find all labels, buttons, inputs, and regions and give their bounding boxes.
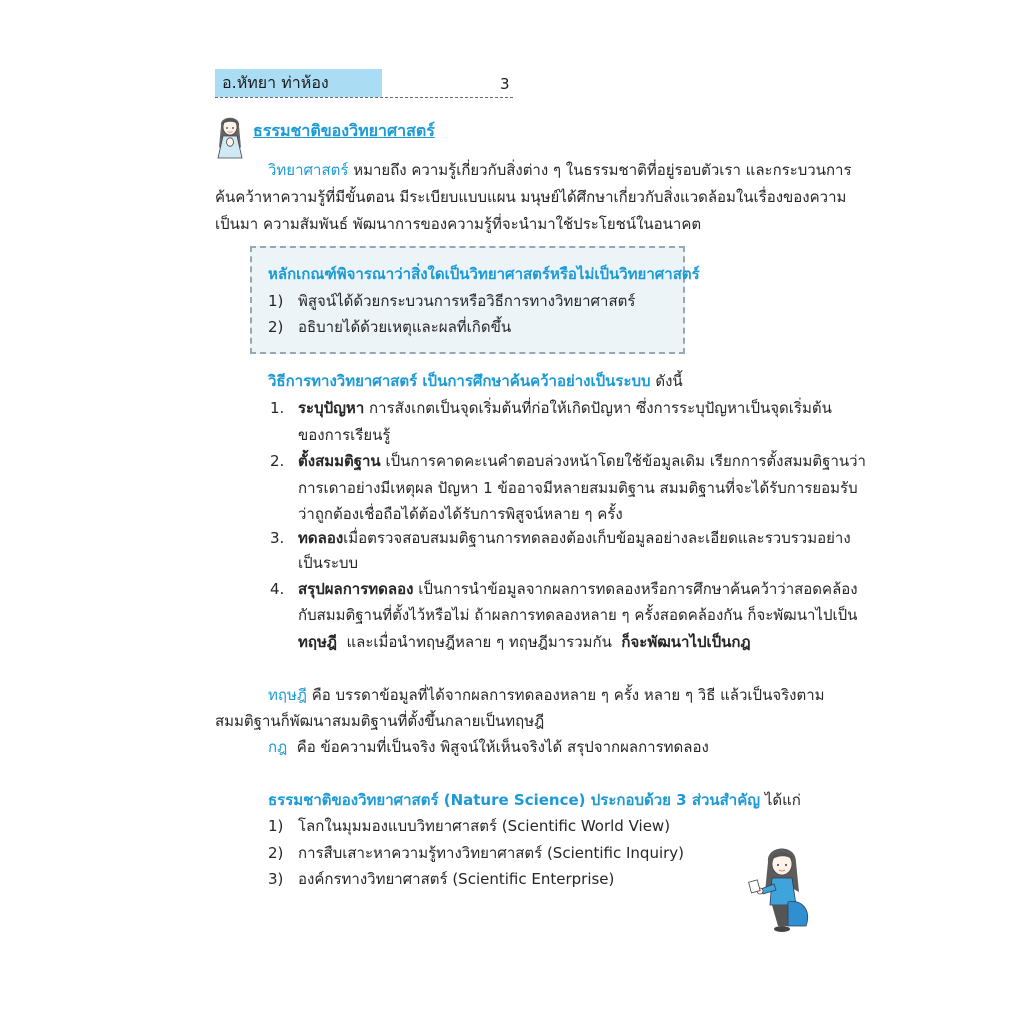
nature-heading-text: ธรรมชาติของวิทยาศาสตร์ (Nature Science) ประกอบด้วย 3 ส่วนสำคัญ bbox=[268, 791, 761, 809]
step-term: ตั้งสมมติฐาน bbox=[298, 452, 381, 470]
step-number: 4. bbox=[270, 580, 285, 598]
step-number: 2. bbox=[270, 452, 285, 470]
author-tab bbox=[215, 69, 382, 97]
step-line bbox=[298, 395, 832, 421]
criteria-title: หลักเกณฑ์พิจารณาว่าสิ่งใดเป็นวิทยาศาสตร์หรือไม่เป็นวิทยาศาสตร์ bbox=[268, 265, 700, 283]
step-line: กับสมมติฐานที่ตั้งไว้หรือไม่ ถ้าผลการทดลองหลาย ๆ ครั้งสอดคล้องกัน ก็จะพัฒนาไปเป็น bbox=[298, 606, 858, 624]
theory-term: ทฤษฎี bbox=[298, 633, 337, 651]
step-line: ของการเรียนรู้ bbox=[298, 426, 391, 444]
term-highlight: วิทยาศาสตร์ bbox=[268, 161, 349, 179]
nature-heading bbox=[268, 787, 801, 813]
step-text: และเมื่อนำทฤษฎีหลาย ๆ ทฤษฎีมารวมกัน bbox=[346, 633, 612, 651]
girl-sitting-with-paper-icon bbox=[748, 842, 812, 934]
definition-term: ทฤษฎี bbox=[268, 686, 307, 704]
intro-text: หมายถึง ความรู้เกี่ยวกับสิ่งต่าง ๆ ในธรรมชาติที่อยู่รอบตัวเรา และกระบวนการ bbox=[353, 161, 852, 179]
step-line bbox=[298, 448, 866, 474]
definition-text: คือ บรรดาข้อมูลที่ได้จากผลการทดลองหลาย ๆ ครั้ง หลาย ๆ วิธี แล้วเป็นจริงตาม bbox=[311, 686, 825, 704]
definition-text: คือ ข้อความที่เป็นจริง พิสูจน์ให้เห็นจริงได้ สรุปจากผลการทดลอง bbox=[296, 738, 709, 756]
step-text: การสังเกตเป็นจุดเริ่มต้นที่ก่อให้เกิดปัญหา ซึ่งการระบุปัญหาเป็นจุดเริ่มต้น bbox=[369, 399, 832, 417]
law-term: ก็จะพัฒนาไปเป็นกฎ bbox=[621, 633, 751, 651]
section-title: ธรรมชาติของวิทยาศาสตร์ bbox=[253, 121, 435, 140]
nature-item: องค์กรทางวิทยาศาสตร์ (Scientific Enterprise) bbox=[298, 870, 615, 888]
step-line bbox=[298, 525, 851, 551]
method-heading-text: วิธีการทางวิทยาศาสตร์ เป็นการศึกษาค้นคว้าอย่างเป็นระบบ bbox=[268, 372, 651, 390]
header-dashed-rule bbox=[215, 97, 513, 98]
list-number: 3) bbox=[268, 870, 284, 888]
method-heading bbox=[268, 368, 683, 394]
girl-hands-clasped-icon bbox=[213, 112, 247, 160]
definition-line bbox=[268, 734, 709, 760]
definition-line: สมมติฐานก็พัฒนาสมมติฐานที่ตั้งขึ้นกลายเป็นทฤษฎี bbox=[215, 712, 545, 730]
nature-heading-suffix: ได้แก่ bbox=[764, 791, 801, 809]
criteria-item: อธิบายได้ด้วยเหตุและผลที่เกิดขึ้น bbox=[298, 318, 512, 336]
step-term: ทดลอง bbox=[298, 529, 344, 547]
page-number: 3 bbox=[500, 75, 510, 93]
author-name: อ.หัทยา ท่าห้อง bbox=[222, 73, 329, 92]
step-text: เป็นการนำข้อมูลจากผลการทดลองหรือการศึกษาค้นคว้าว่าสอดคล้อง bbox=[418, 580, 858, 598]
step-line: ว่าถูกต้องเชื่อถือได้ต้องได้รับการพิสูจน์หลาย ๆ ครั้ง bbox=[298, 505, 623, 523]
nature-item: โลกในมุมมองแบบวิทยาศาสตร์ (Scientific World View) bbox=[298, 817, 671, 835]
step-line: การเดาอย่างมีเหตุผล ปัญหา 1 ข้ออาจมีหลายสมมติฐาน สมมติฐานที่จะได้รับการยอมรับ bbox=[298, 479, 858, 497]
step-term: ระบุปัญหา bbox=[298, 399, 365, 417]
criteria-item: พิสูจน์ได้ด้วยกระบวนการหรือวิธีการทางวิทยาศาสตร์ bbox=[298, 292, 636, 310]
definition-term: กฎ bbox=[268, 738, 288, 756]
list-number: 2) bbox=[268, 318, 284, 336]
step-number: 3. bbox=[270, 529, 285, 547]
intro-line: ค้นคว้าหาความรู้ที่มีขั้นตอน มีระเบียบแบบแผน มนุษย์ได้ศึกษาเกี่ยวกับสิ่งแวดล้อมในเรื่องของความ bbox=[215, 188, 847, 206]
list-number: 2) bbox=[268, 844, 284, 862]
step-line bbox=[298, 576, 858, 602]
list-number: 1) bbox=[268, 292, 284, 310]
list-number: 1) bbox=[268, 817, 284, 835]
step-text: เมื่อตรวจสอบสมมติฐานการทดลองต้องเก็บข้อมูลอย่างละเอียดและรวบรวมอย่าง bbox=[343, 529, 851, 547]
nature-item: การสืบเสาะหาความรู้ทางวิทยาศาสตร์ (Scientific Inquiry) bbox=[298, 844, 685, 862]
step-term: สรุปผลการทดลอง bbox=[298, 580, 414, 598]
definition-line bbox=[268, 682, 825, 708]
step-line: เป็นระบบ bbox=[298, 554, 359, 572]
intro-line bbox=[268, 157, 852, 183]
step-line bbox=[298, 629, 751, 655]
step-text: เป็นการคาดคะเนคำตอบล่วงหน้าโดยใช้ข้อมูลเดิม เรียกการตั้งสมมติฐานว่า bbox=[385, 452, 866, 470]
step-number: 1. bbox=[270, 399, 285, 417]
intro-line: เป็นมา ความสัมพันธ์ พัฒนาการของความรู้ที่จะนำมาใช้ประโยชน์ในอนาคต bbox=[215, 215, 702, 233]
method-heading-suffix: ดังนี้ bbox=[655, 372, 683, 390]
